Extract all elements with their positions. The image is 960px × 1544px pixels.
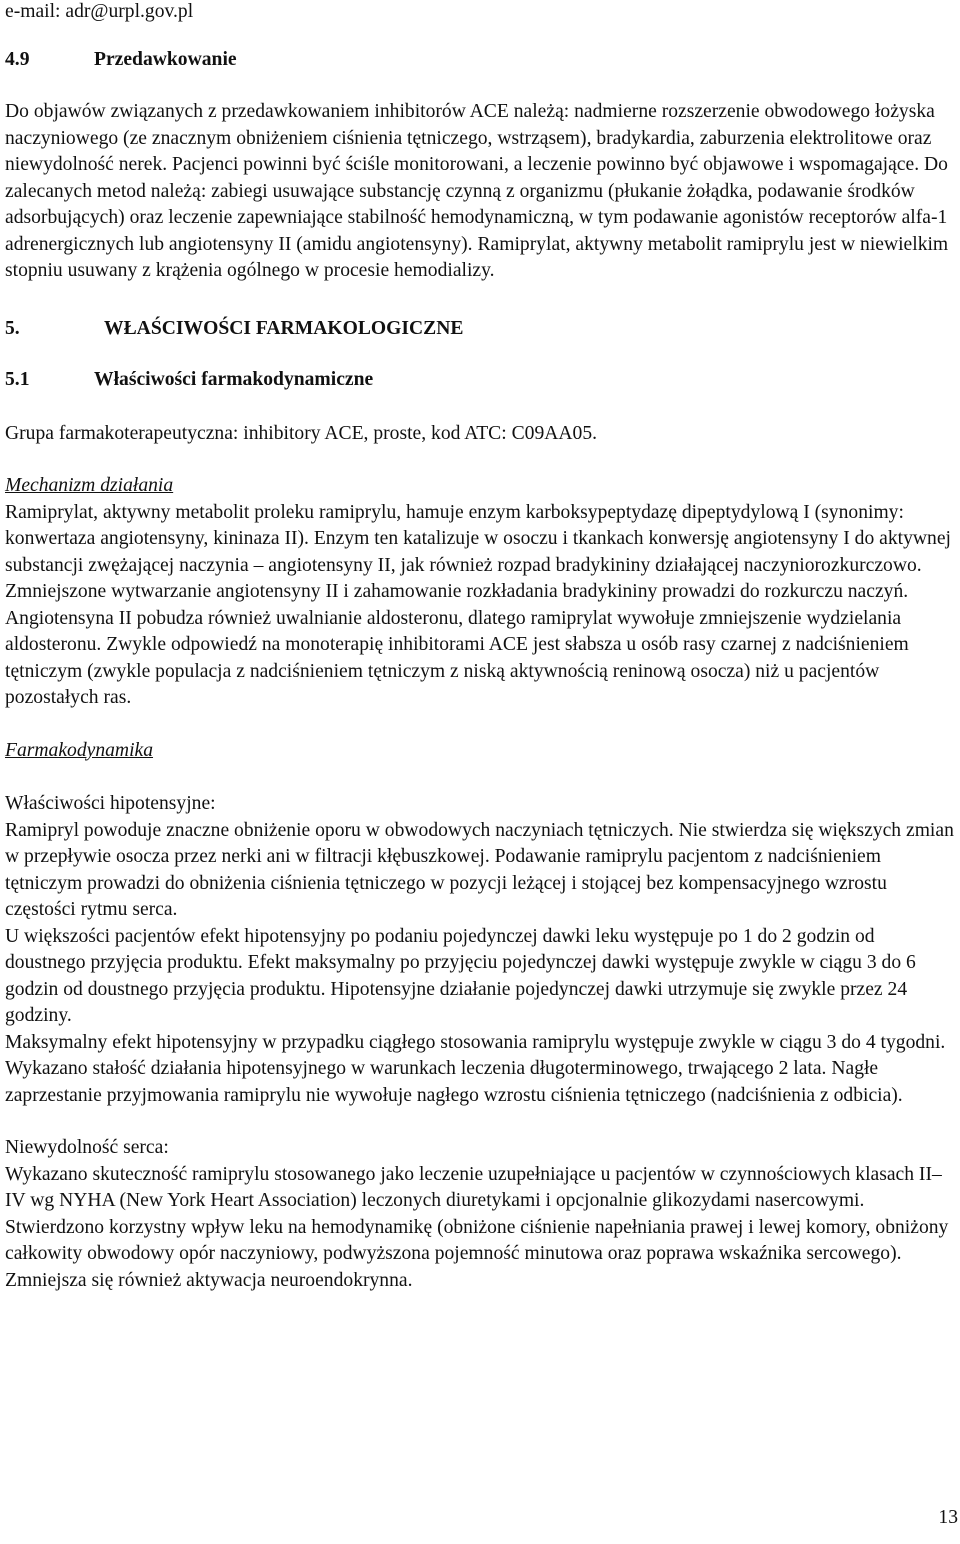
email-line [5,0,957,26]
email-prefix: e-mail: [5,1,66,22]
section-title: WŁAŚCIWOŚCI FARMAKOLOGICZNE [104,317,464,339]
mechanism-heading [5,473,957,500]
pharmacodynamics-heading [5,738,957,765]
mechanism-paragraph-2: Angiotensyna II pobudza również uwalnianie aldosteronu, dlatego ramiprylat wywołuje zmniejszenie wydzielania aldosteronu. Zwykle odpowiedź na monoterapię inhibitorami ACE jest słabsza u osób rasy czarnej z nadciśnieniem tętniczym (zwykle populacja z nadciśnieniem tętniczym z niską aktywnością reninową osocza) niż u pacjentów pozostałych ras. [5,607,909,708]
section-number: 5. [5,317,20,339]
email-address: adr@urpl.gov.pl [65,1,194,22]
heart-failure-heading: Niewydolność serca: [5,1137,169,1158]
section-title: Przedawkowanie [94,48,237,70]
page-number: 13 [938,1507,958,1528]
section-5-1-heading [5,367,957,394]
mechanism-heading-text: Mechanizm działania [5,475,174,496]
hypotensive-paragraph-2: U większości pacjentów efekt hipotensyjny po podaniu pojedynczej dawki leku występuje po 1 do 2 godzin od doustnego przyjęcia produktu. Efekt maksymalny po przyjęciu pojedynczej dawki występuje zwykle w ciągu 3 do 6 godzin od doustnego przyjęcia produktu. Hipotensyjne działanie pojedynczej dawki utrzymuje się zwykle przez 24 godziny. [5,925,916,1026]
document-page [5,0,957,1294]
mechanism-paragraph-1: Ramiprylat, aktywny metabolit proleku ramiprylu, hamuje enzym karboksypeptydazę dipeptydylową I (synonimy: konwertaza angiotensyny, kininaza II). Enzym ten katalizuje w osoczu i tkankach konwersję angiotensyny I do aktywnej substancji zwężającej naczynia – angiotensyny II, jak również rozpad bradykininy działającej naczyniorozkurczowo. Zmniejszone wytwarzanie angiotensyny II i zahamowanie rozkładania bradykininy prowadzi do rozkurczu naczyń. [5,501,951,602]
section-number: 4.9 [5,48,30,70]
hypotensive-paragraph-3: Maksymalny efekt hipotensyjny w przypadku ciągłego stosowania ramiprylu występuje zwykle w ciągu 3 do 4 tygodni. Wykazano stałość działania hipotensyjnego w warunkach leczenia długoterminowego, trwającego 2 lata. Nagłe zaprzestanie przyjmowania ramiprylu nie wywołuje nagłego wzrostu ciśnienia tętniczego (nadciśnienia z odbicia). [5,1031,946,1106]
overdose-paragraph: Do objawów związanych z przedawkowaniem inhibitorów ACE należą: nadmierne rozszerzenie obwodowego łożyska naczyniowego (ze znacznym obniżeniem ciśnienia tętniczego, wstrząsem), bradykardia, zaburzenia elektrolitowe oraz niewydolność nerek. Pacjenci powinni być ściśle monitorowani, a leczenie powinno być objawowe i wspomagające. Do zalecanych metod należą: zabiegi usuwające substancję czynną z organizmu (płukanie żołądka, podawanie środków adsorbujących) oraz leczenie zapewniające stabilność hemodynamiczną, w tym podawanie agonistów receptorów alfa-1 adrenergicznych lub angiotensyny II (amidu angiotensyny). Ramiprylat, aktywny metabolit ramiprylu jest w niewielkim stopniu usuwany z krążenia ogólnego w procesie hemodializy. [5,101,949,281]
pharmacotherapeutic-group: Grupa farmakoterapeutyczna: inhibitory ACE, proste, kod ATC: C09AA05. [5,422,598,444]
section-title: Właściwości farmakodynamiczne [94,369,374,390]
section-number: 5.1 [5,369,30,390]
hypotensive-paragraph-1: Ramipryl powoduje znaczne obniżenie oporu w obwodowych naczyniach tętniczych. Nie stwierdza się większych zmian w przepływie osocza przez nerki ani w filtracji kłębuszkowej. Podawanie ramiprylu pacjentom z nadciśnieniem tętniczym prowadzi do obniżenia ciśnienia tętniczego w pozycji leżącej i stojącej bez kompensacyjnego wzrostu częstości rytmu serca. [5,819,954,920]
section-5-heading [5,316,957,343]
hypotensive-heading: Właściwości hipotensyjne: [5,793,216,814]
heart-failure-paragraph: Wykazano skuteczność ramiprylu stosowanego jako leczenie uzupełniające u pacjentów w czynnościowych klasach II–IV wg NYHA (New York Heart Association) leczonych diuretykami i opcjonalnie glikozydami nasercowymi. Stwierdzono korzystny wpływ leku na hemodynamikę (obniżone ciśnienie napełniania prawej i lewej komory, obniżony całkowity obwodowy opór naczyniowy, podwyższona pojemność minutowa oraz poprawa wskaźnika sercowego). Zmniejsza się również aktywacja neuroendokrynna. [5,1163,949,1291]
pharmacodynamics-heading-text: Farmakodynamika [5,739,154,761]
section-4-9-heading [5,47,957,74]
